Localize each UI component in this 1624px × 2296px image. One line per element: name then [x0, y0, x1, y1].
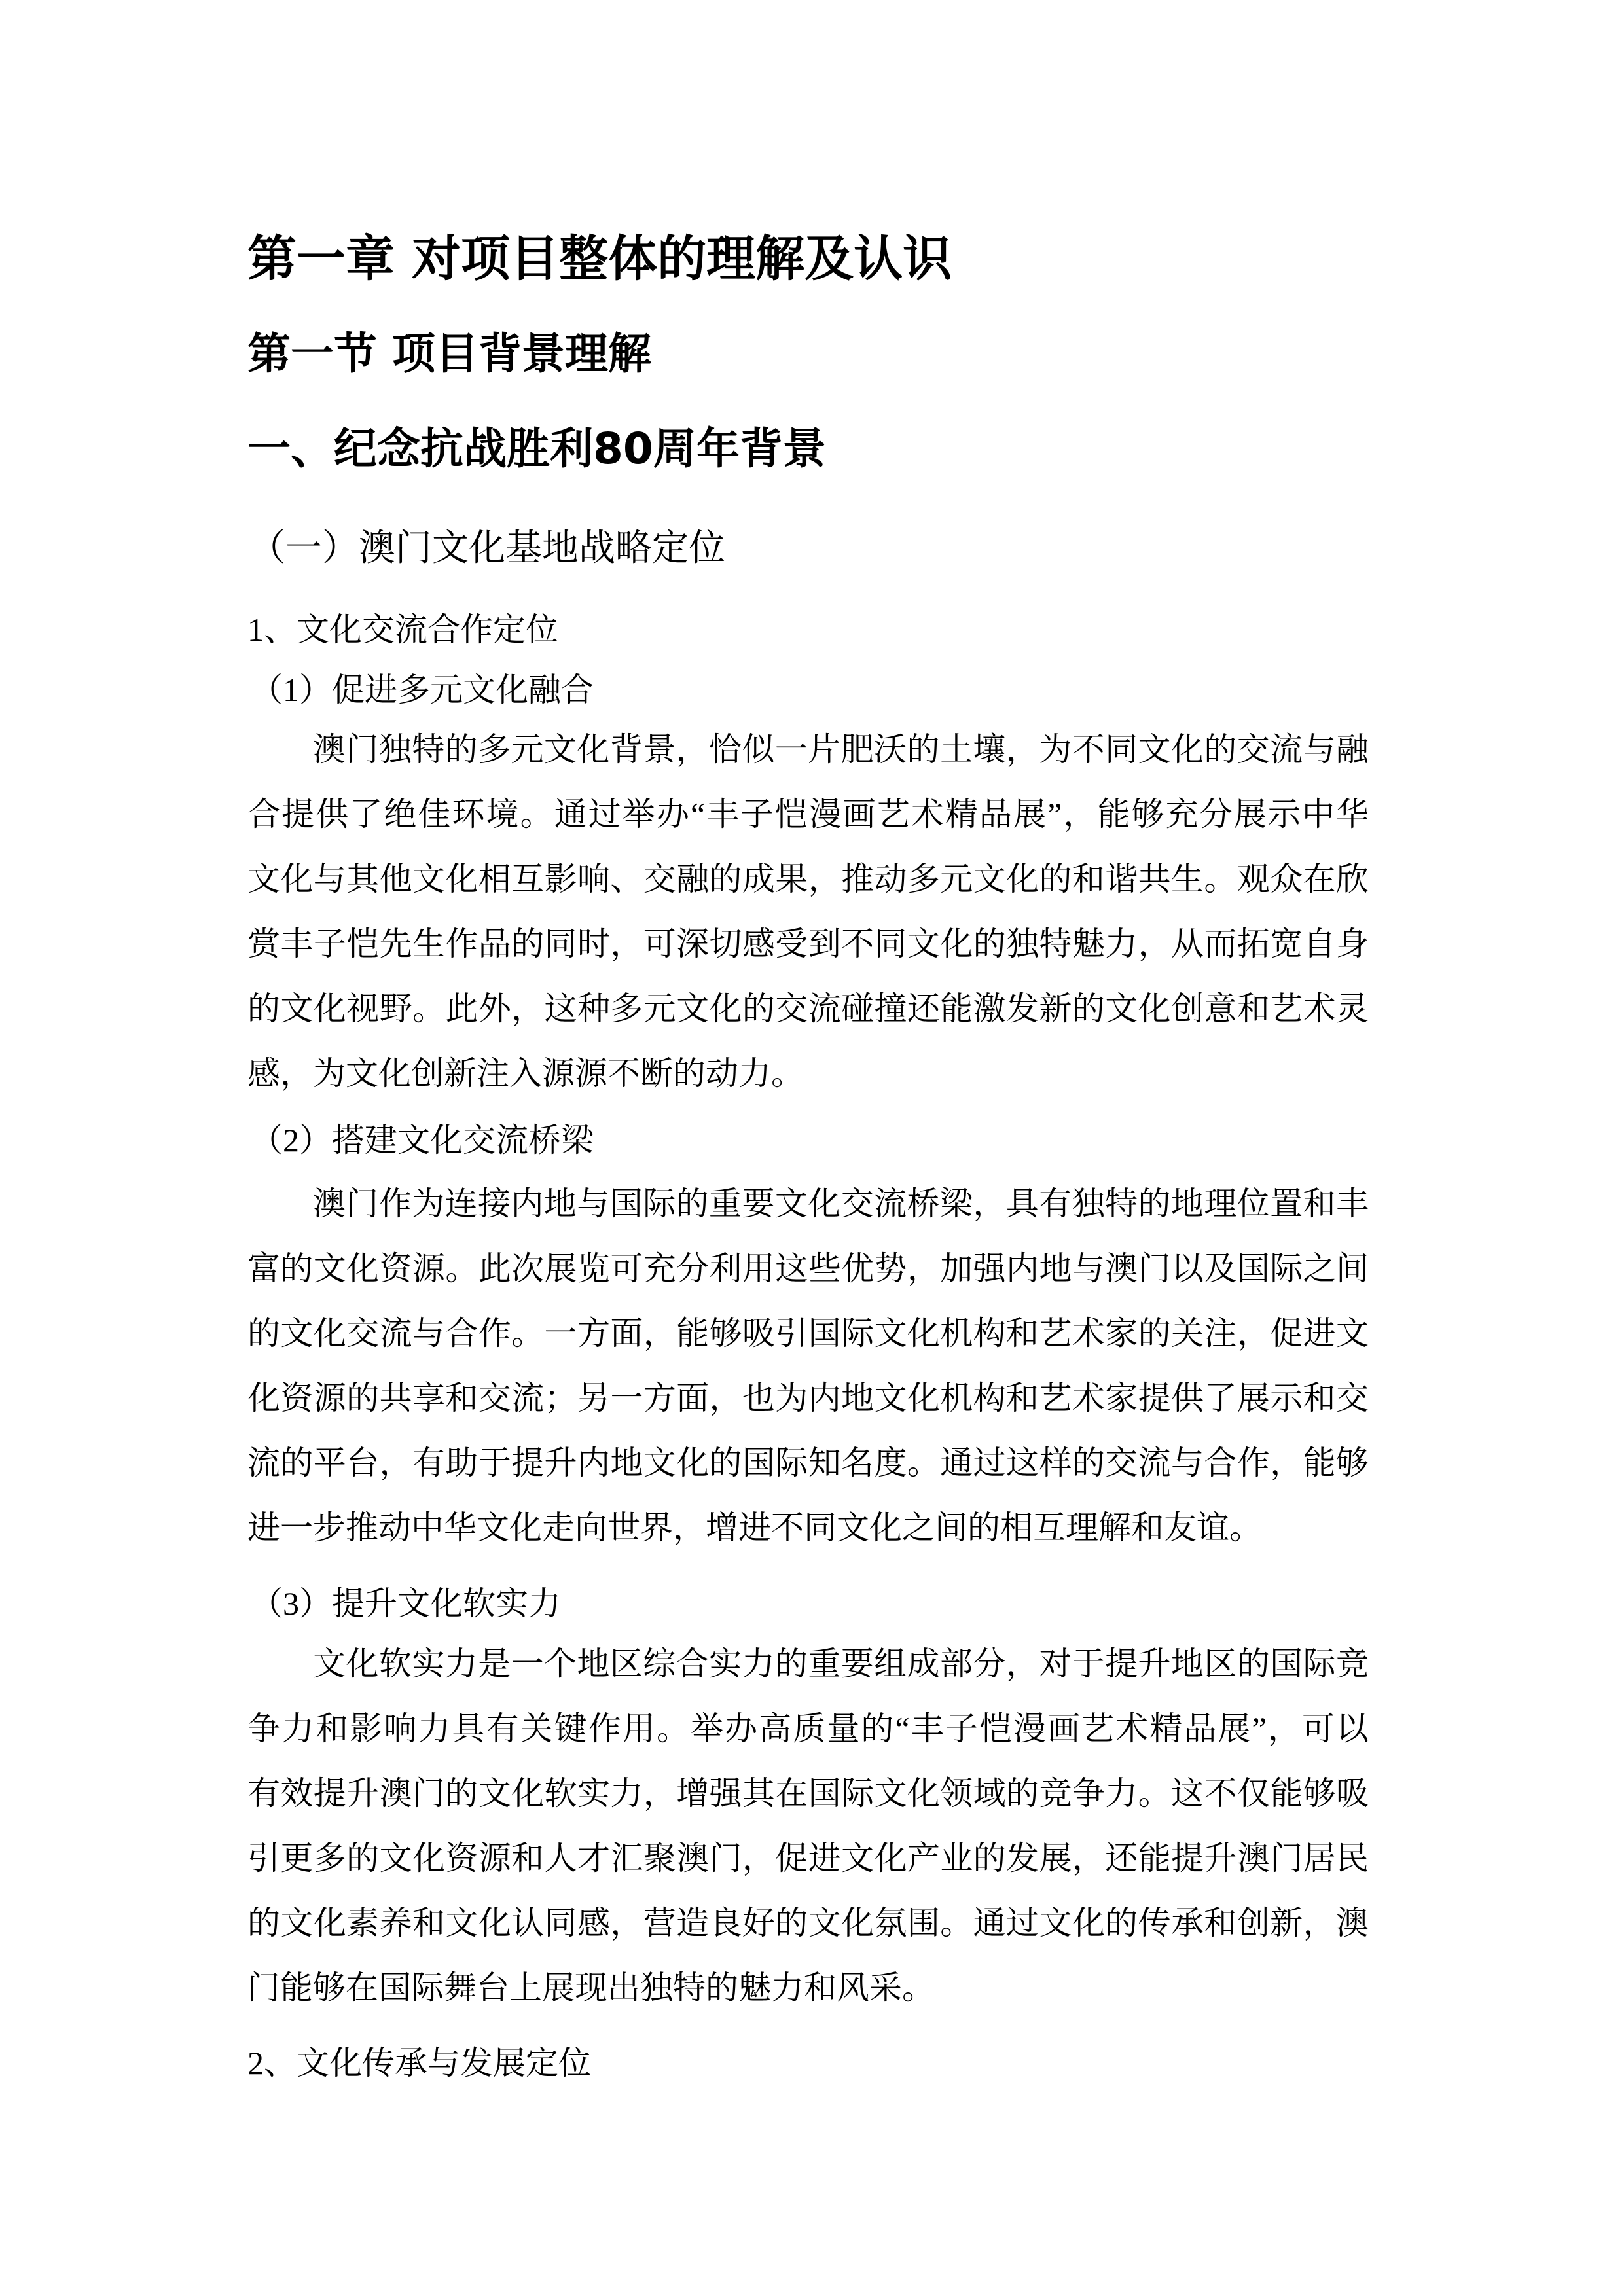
paragraph-line: 的文化素养和文化认同感，营造良好的文化氛围。通过文化的传承和创新，澳 — [247, 1905, 1369, 1941]
item-heading-1: 1、文化交流合作定位 — [247, 611, 558, 648]
section-title: 第一节 项目背景理解 — [247, 329, 651, 379]
paragraph-line: 赏丰子恺先生作品的同时，可深切感受到不同文化的独特魅力，从而拓宽自身 — [247, 925, 1369, 962]
paragraph-line: 门能够在国际舞台上展现出独特的魅力和风采。 — [247, 1969, 935, 2006]
paragraph-line: 引更多的文化资源和人才汇聚澳门，促进文化产业的发展，还能提升澳门居民 — [247, 1840, 1369, 1876]
paragraph-line: 合提供了绝佳环境。通过举办“丰子恺漫画艺术精品展”，能够充分展示中华 — [247, 796, 1369, 833]
paragraph-line: 澳门作为连接内地与国际的重要文化交流桥梁，具有独特的地理位置和丰 — [313, 1185, 1369, 1222]
paragraph-line: 澳门独特的多元文化背景，恰似一片肥沃的土壤，为不同文化的交流与融 — [313, 731, 1369, 768]
paragraph-1 — [247, 717, 1369, 1106]
paragraph-3 — [247, 1632, 1369, 2020]
paragraph-line: 文化软实力是一个地区综合实力的重要组成部分，对于提升地区的国际竞 — [313, 1645, 1369, 1682]
paragraph-line: 的文化视野。此外，这种多元文化的交流碰撞还能激发新的文化创意和艺术灵 — [247, 990, 1369, 1027]
paragraph-line: 富的文化资源。此次展览可充分利用这些优势，加强内地与澳门以及国际之间 — [247, 1250, 1369, 1287]
paragraph-line: 的文化交流与合作。一方面，能够吸引国际文化机构和艺术家的关注，促进文 — [247, 1315, 1369, 1352]
paragraph-line: 文化与其他文化相互影响、交融的成果，推动多元文化的和谐共生。观众在欣 — [247, 861, 1369, 897]
chapter-title: 第一章 对项目整体的理解及认识 — [247, 230, 952, 287]
paragraph-line: 化资源的共享和交流；另一方面，也为内地文化机构和艺术家提供了展示和交 — [247, 1380, 1369, 1416]
heading-1: 一、纪念抗战胜利80周年背景 — [247, 423, 826, 474]
sub-heading-3: （3）提升文化软实力 — [250, 1585, 561, 1622]
paragraph-2 — [247, 1172, 1369, 1560]
paragraph-line: 感，为文化创新注入源源不断的动力。 — [247, 1055, 804, 1092]
paragraph-line: 流的平台，有助于提升内地文化的国际知名度。通过这样的交流与合作，能够 — [247, 1444, 1369, 1481]
paragraph-line: 争力和影响力具有关键作用。举办高质量的“丰子恺漫画艺术精品展”，可以 — [247, 1710, 1369, 1747]
sub-heading-1: （1）促进多元文化融合 — [250, 672, 594, 708]
sub-heading-2: （2）搭建文化交流桥梁 — [250, 1122, 594, 1158]
item-heading-2: 2、文化传承与发展定位 — [247, 2045, 591, 2081]
paragraph-line: 有效提升澳门的文化软实力，增强其在国际文化领域的竞争力。这不仅能够吸 — [247, 1775, 1369, 1812]
paragraph-line: 进一步推动中华文化走向世界，增进不同文化之间的相互理解和友谊。 — [247, 1509, 1262, 1546]
subheading-1: （一）澳门文化基地战略定位 — [249, 528, 725, 569]
